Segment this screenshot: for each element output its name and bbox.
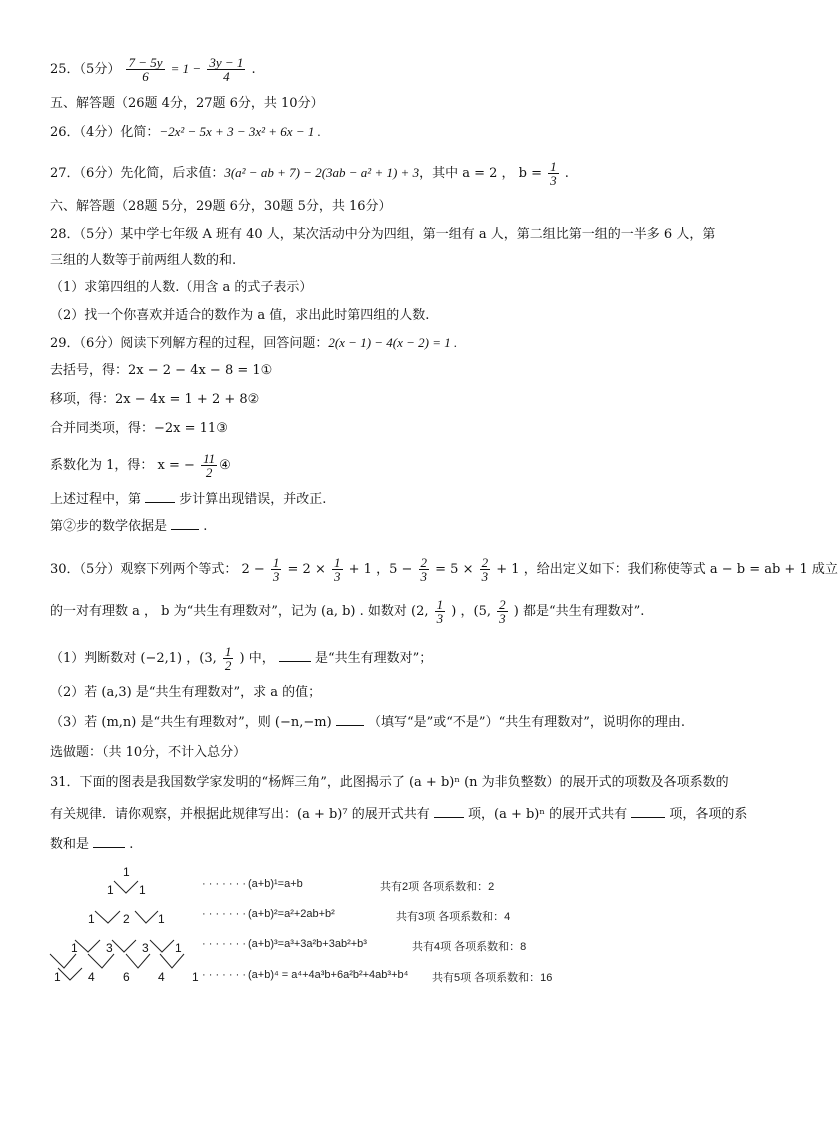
note-info: 共有3项 各项系数和：4: [396, 911, 511, 923]
fraction: $\frac{3y - 1}{4}$: [209, 55, 244, 84]
triangle-cell: 1: [123, 865, 130, 879]
equals: = 1 −: [170, 61, 202, 76]
fraction: $\frac{1}{3}$: [272, 555, 280, 584]
question-30-line2: [50, 598, 644, 625]
question-label: 26．（4分）化简：: [50, 125, 160, 140]
text: 是“共生有理数对”；: [315, 651, 433, 666]
answer-blank[interactable]: [434, 817, 464, 818]
triangle-cell: 4: [88, 970, 95, 984]
question-31-line1: 31．下面的图表是我国数学家发明的“杨辉三角”，此图揭示了 (a + b)ⁿ (n 为非负整数）的展开式的项数及各项系数的: [50, 775, 729, 790]
triangle-cell: 3: [142, 941, 149, 955]
question-label: 27．（6分）先化简，后求值：: [50, 166, 225, 181]
triangle-cell: 1: [139, 883, 146, 897]
note-dots: · · · · · · ·: [202, 908, 246, 920]
question-label: 25．（5分）: [50, 62, 121, 77]
period: .: [251, 62, 256, 77]
note-formula: (a+b)³=a³+3a²b+3ab²+b³: [248, 938, 367, 950]
step-marker: ④: [219, 458, 231, 473]
note-formula: (a+b)⁴ = a⁴+4a³b+6a²b²+4ab³+b⁴: [248, 969, 409, 981]
note-dots: · · · · · · ·: [202, 938, 246, 950]
fraction: $\frac{11}{2}$: [203, 451, 216, 480]
triangle-cell: 1: [175, 941, 182, 955]
equation: 2(x − 1) − 4(x − 2) = 1 .: [328, 335, 458, 350]
math-expression: −2x² − 5x + 3 − 3x² + 6x − 1 .: [159, 124, 321, 139]
triangle-cell: 1: [54, 970, 61, 984]
question-label: 29．（6分）阅读下列解方程的过程，回答问题：: [50, 336, 329, 351]
fraction: $\frac{2}{3}$: [499, 597, 506, 626]
text: .: [203, 519, 208, 534]
text: 步计算出现错误，并改正.: [179, 492, 327, 507]
triangle-cell: 1: [192, 970, 199, 984]
question-28-line1: 28．（5分）某中学七年级 A 班有 40 人，某次活动中分为四组，第一组有 a 人，第二组比第一组的一半多 6 人，第: [50, 227, 716, 242]
fraction: $\frac{1}{3}$: [334, 555, 341, 584]
question-26: [50, 123, 321, 142]
text: 项，(a + b)ⁿ 的展开式共有: [468, 807, 628, 822]
triangle-cell: 3: [106, 941, 113, 955]
fraction: $\frac{2}{3}$: [481, 555, 489, 584]
fraction: $\frac{2}{3}$: [420, 555, 428, 584]
step-text: 系数化为 1，得： x = −: [50, 458, 195, 473]
section-6-heading: 六、解答题（28题 5分，29题 6分，30题 5分，共 16分）: [50, 199, 392, 214]
fraction: $\frac{1}{3}$: [436, 597, 444, 626]
note-info: 共有2项 各项系数和：2: [380, 881, 495, 893]
note-formula: (a+b)²=a²+2ab+b²: [248, 908, 335, 920]
note-formula: (a+b)¹=a+b: [248, 878, 303, 890]
text: 第②步的数学依据是: [50, 519, 168, 534]
triangle-cell: 1: [88, 912, 95, 926]
text: （1）判断数对 (−2,1) ，(3,: [50, 651, 217, 666]
step-2: 移项，得：2x − 4x = 1 + 2 + 8②: [50, 392, 260, 407]
note-info: 共有4项 各项系数和：8: [412, 941, 527, 953]
triangle-cell: 6: [123, 970, 130, 984]
condition-text: ，其中 a = 2 ， b =: [419, 166, 543, 181]
text: （3）若 (m,n) 是“共生有理数对”，则 (−n,−m): [50, 715, 332, 730]
question-30-part1: [50, 645, 432, 672]
answer-blank[interactable]: [631, 817, 665, 818]
fraction: $\frac{1}{2}$: [224, 644, 232, 673]
text: + 1 ，给出定义如下：我们称使等式 a − b = ab + 1 成立: [496, 562, 838, 577]
question-29-sub2: [50, 518, 207, 536]
question-31-line2: [50, 806, 747, 824]
answer-blank[interactable]: [279, 661, 311, 662]
triangle-cell: 1: [71, 941, 78, 955]
note-info: 共有5项 各项系数和：16: [432, 972, 553, 984]
note-dots: · · · · · · ·: [202, 878, 246, 890]
text: 项，各项的系: [669, 807, 748, 822]
text: 有关规律．请你观察，并根据此规律写出：(a + b)⁷ 的展开式共有: [50, 807, 430, 822]
period: .: [564, 166, 569, 181]
text: + 1 ，5 −: [348, 562, 413, 577]
text: ) 都是“共生有理数对”.: [513, 604, 645, 619]
question-27: [50, 160, 569, 187]
section-5-heading: 五、解答题（26题 4分，27题 6分，共 10分）: [50, 96, 324, 111]
step-3: 合并同类项，得：−2x = 11③: [50, 421, 228, 436]
optional-heading: 选做题：（共 10分，不计入总分）: [50, 745, 247, 760]
note-dots: · · · · · · ·: [202, 969, 246, 981]
text: = 2 ×: [287, 562, 326, 577]
fraction: $\frac{1}{3}$: [550, 159, 557, 188]
step-4: [50, 452, 231, 479]
question-28-part2: （2）找一个你喜欢并适合的数作为 a 值，求出此时第四组的人数.: [50, 308, 430, 323]
text: = 5 ×: [435, 562, 474, 577]
text: .: [129, 837, 134, 852]
question-30-part3: [50, 714, 685, 732]
question-31-line3: [50, 836, 133, 854]
text: ) 中，: [239, 651, 275, 666]
math-expression: 3(a² − ab + 7) − 2(3ab − a² + 1) + 3: [224, 165, 420, 180]
triangle-cell: 1: [158, 912, 165, 926]
question-29: [50, 334, 457, 353]
answer-blank[interactable]: [171, 529, 199, 530]
question-29-sub1: [50, 491, 326, 509]
answer-blank[interactable]: [145, 502, 175, 503]
text: 的一对有理数 a ， b 为“共生有理数对”，记为 (a, b) . 如数对 (2,: [50, 604, 429, 619]
fraction: $\frac{7 - 5y}{6}$: [128, 55, 163, 84]
question-30-part2: （2）若 (a,3) 是“共生有理数对”，求 a 的值；: [50, 685, 322, 700]
text: 30．（5分）观察下列两个等式： 2 −: [50, 562, 265, 577]
text: 数和是: [50, 837, 90, 852]
triangle-cell: 2: [123, 912, 130, 926]
question-28-line2: 三组的人数等于前两组人数的和.: [50, 253, 237, 268]
answer-blank[interactable]: [93, 847, 125, 848]
text: 上述过程中，第: [50, 492, 142, 507]
answer-blank[interactable]: [336, 725, 364, 726]
triangle-cell: 1: [107, 883, 114, 897]
step-1: 去括号，得：2x − 2 − 4x − 8 = 1①: [50, 363, 273, 378]
text: （填写“是”或“不是”）“共生有理数对”，说明你的理由.: [367, 715, 685, 730]
question-30-line1: [50, 556, 838, 583]
question-28-part1: （1）求第四组的人数.（用含 a 的式子表示）: [50, 280, 313, 295]
question-25: [50, 56, 256, 83]
text: ) ，(5,: [451, 604, 491, 619]
triangle-cell: 4: [158, 970, 165, 984]
